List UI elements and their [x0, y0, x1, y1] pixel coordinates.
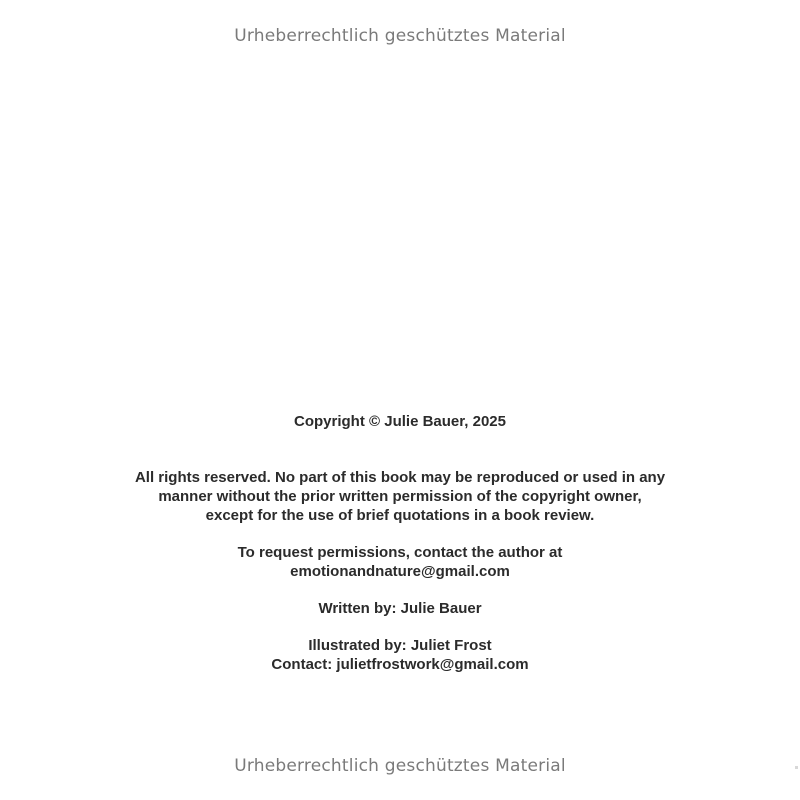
illustrator-contact: Contact: julietfrostwork@gmail.com [271, 656, 529, 673]
watermark-top: Urheberrechtlich geschütztes Material [234, 26, 566, 46]
permissions-paragraph [0, 543, 800, 581]
rights-line: except for the use of brief quotations in a book review. [205, 507, 595, 524]
author-email: emotionandnature@gmail.com [290, 563, 510, 580]
illustrated-by: Illustrated by: Juliet Frost [308, 637, 492, 654]
illustrator-paragraph [0, 636, 800, 674]
watermark-bottom: Urheberrechtlich geschütztes Material [234, 756, 566, 776]
rights-reserved-paragraph [0, 468, 800, 525]
corner-mark [795, 766, 798, 769]
copyright-block [0, 412, 800, 674]
rights-line: All rights reserved. No part of this book may be reproduced or used in any [134, 469, 666, 486]
written-by: Written by: Julie Bauer [318, 600, 482, 617]
permissions-line: To request permissions, contact the author at [237, 544, 563, 561]
rights-line: manner without the prior written permission of the copyright owner, [158, 488, 642, 505]
copyright-notice: Copyright © Julie Bauer, 2025 [294, 413, 506, 430]
